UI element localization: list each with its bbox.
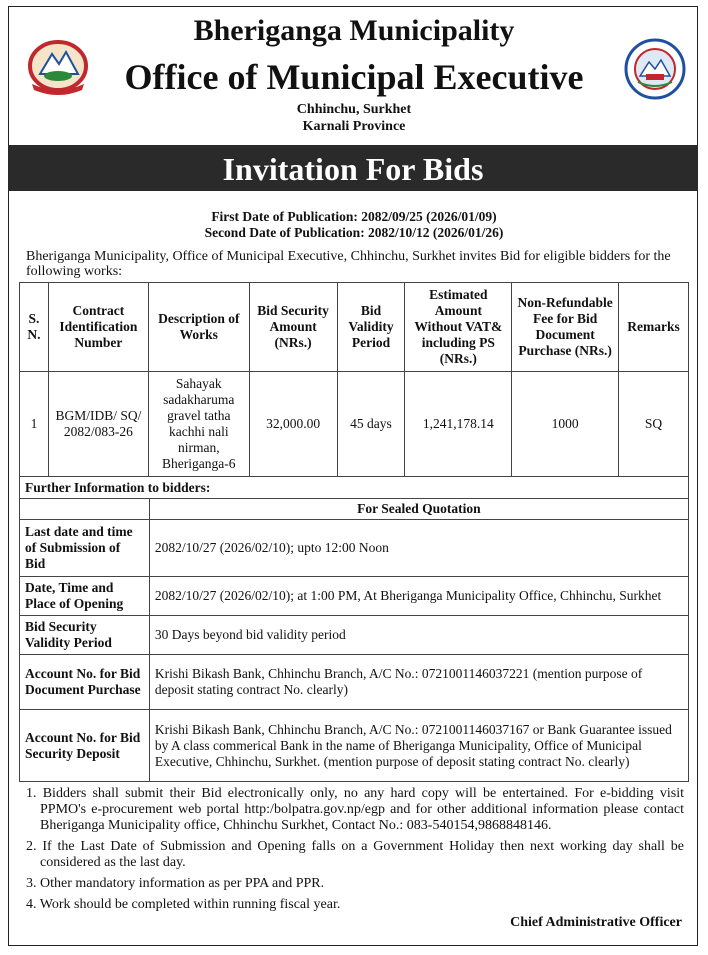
- label-security-validity: Bid Security Validity Period: [20, 616, 150, 655]
- notes-list: [26, 786, 684, 918]
- note-item: 2. If the Last Date of Submission and Opening falls on a Government Holiday then next working day shall be considered as the last day.: [26, 839, 684, 870]
- label-security-account: Account No. for Bid Security Deposit: [20, 710, 150, 782]
- cell-document-fee: 1000: [512, 372, 619, 477]
- value-security-account: Krishi Bikash Bank, Chhinchu Branch, A/C No.: 0721001146037167 or Bank Guarantee issued by A class commerical Bank in the name of Bheriganga Municipality, Office of Municipal Executive, Chhinchu, Surkhet. (mention purpose of deposit stating contract No. clearly): [149, 710, 688, 782]
- label-document-account: Account No. for Bid Document Purchase: [20, 655, 150, 710]
- notice-title-banner: Invitation For Bids: [8, 145, 698, 191]
- label-opening: Date, Time and Place of Opening: [20, 577, 150, 616]
- first-publication-date: First Date of Publication: 2082/09/25 (2026/01/09): [211, 209, 497, 224]
- cell-estimated-amount: 1,241,178.14: [405, 372, 512, 477]
- table-row: [20, 520, 689, 577]
- header-validity: Bid Validity Period: [337, 283, 405, 372]
- second-publication-date: Second Date of Publication: 2082/10/12 (2026/01/26): [204, 225, 504, 240]
- table-row: [20, 616, 689, 655]
- table-row: [20, 710, 689, 782]
- municipality-name: Bheriganga Municipality: [193, 14, 515, 47]
- value-security-validity: 30 Days beyond bid validity period: [149, 616, 688, 655]
- table-row: [20, 372, 689, 477]
- bid-table-header-row: [20, 283, 689, 372]
- further-info-title: Further Information to bidders:: [20, 477, 689, 499]
- cell-bid-security: 32,000.00: [249, 372, 337, 477]
- note-item: 3. Other mandatory information as per PPA and PPR.: [26, 876, 325, 891]
- header-bid-security: Bid Security Amount (NRs.): [249, 283, 337, 372]
- value-opening: 2082/10/27 (2026/02/10); at 1:00 PM, At Bheriganga Municipality Office, Chhinchu, Surkhet: [149, 577, 688, 616]
- header-remarks: Remarks: [618, 283, 688, 372]
- header-document-fee: Non-Refundable Fee for Bid Document Purchase (NRs.): [512, 283, 619, 372]
- header-sn: S. N.: [20, 283, 49, 372]
- table-row: [20, 655, 689, 710]
- table-row: [20, 577, 689, 616]
- cell-validity: 45 days: [337, 372, 405, 477]
- bid-table: [19, 282, 689, 477]
- sealed-quotation-header: For Sealed Quotation: [149, 499, 688, 520]
- value-submission-deadline: 2082/10/27 (2026/02/10); upto 12:00 Noon: [149, 520, 688, 577]
- value-document-account: Krishi Bikash Bank, Chhinchu Branch, A/C No.: 0721001146037221 (mention purpose of deposit stating contract No. clearly): [149, 655, 688, 710]
- header-contract-id: Contract Identification Number: [48, 283, 148, 372]
- cell-description: Sahayak sadakharuma gravel tatha kachhi nali nirman, Bheriganga-6: [148, 372, 249, 477]
- further-info-table: [19, 476, 689, 782]
- office-location: Chhinchu, Surkhet: [296, 102, 412, 117]
- header-estimated-amount: Estimated Amount Without VAT& including PS (NRs.): [405, 283, 512, 372]
- label-submission-deadline: Last date and time of Submission of Bid: [20, 520, 150, 577]
- intro-paragraph: Bheriganga Municipality, Office of Municipal Executive, Chhinchu, Surkhet invites Bid for eligible bidders for the following works:: [26, 249, 671, 279]
- office-province: Karnali Province: [302, 119, 406, 134]
- blank-cell: [20, 499, 150, 520]
- cell-remarks: SQ: [618, 372, 688, 477]
- note-item: 1. Bidders shall submit their Bid electronically only, no any hard copy will be entertained. For e-bidding visit PPMO's e-procurement web portal http:/bolpatra.gov.np/egp and for other additional information please contact Bheriganga Municipality office, Chhinchu Surkhet, Contact No.: 083-540154,9868848146.: [26, 786, 684, 833]
- header-description: Description of Works: [148, 283, 249, 372]
- cell-contract-id: BGM/IDB/ SQ/ 2082/083-26: [48, 372, 148, 477]
- signature-title: Chief Administrative Officer: [510, 915, 682, 930]
- office-name: Office of Municipal Executive: [124, 57, 584, 97]
- cell-sn: 1: [20, 372, 49, 477]
- note-item: 4. Work should be completed within running fiscal year.: [26, 897, 341, 912]
